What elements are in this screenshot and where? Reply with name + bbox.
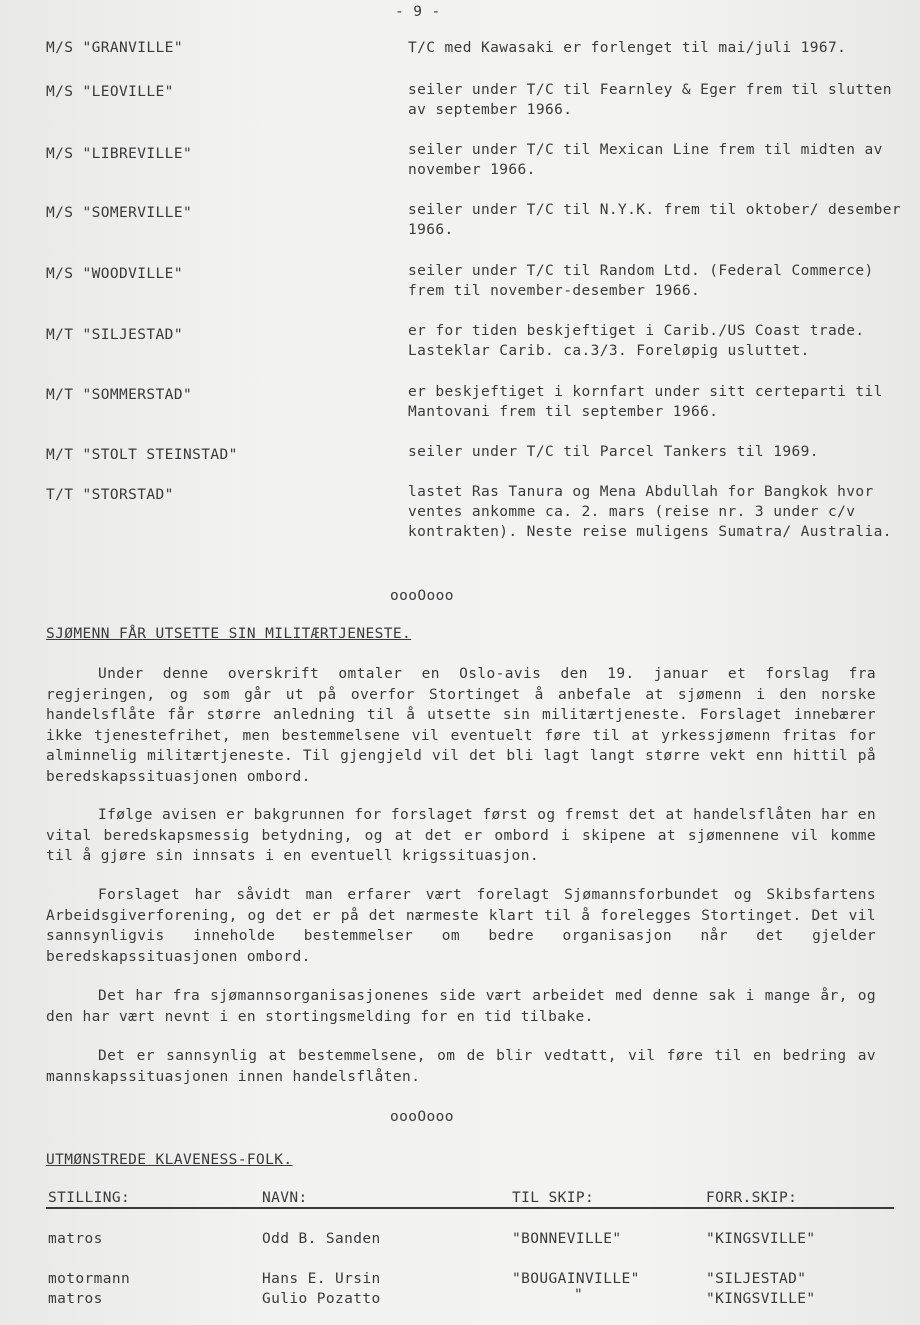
section-separator: oooOooo	[390, 588, 454, 604]
table-cell-position: matros	[48, 1231, 103, 1247]
ship-name: M/S "GRANVILLE"	[46, 40, 183, 56]
table-cell-prev-ship: "KINGSVILLE"	[706, 1231, 816, 1247]
table-cell-to-ship: "BOUGAINVILLE"	[512, 1271, 640, 1287]
table-cell-name: Gulio Pozatto	[262, 1291, 381, 1307]
ship-status: seiler under T/C til Mexican Line frem til midten av november 1966.	[408, 142, 883, 178]
table-cell-position: motormann	[48, 1271, 131, 1287]
article-heading: SJØMENN FÅR UTSETTE SIN MILITÆRTJENESTE.	[46, 626, 412, 642]
ship-status: er for tiden beskjeftiget i Carib./US Coast trade. Lasteklar Carib. ca.3/3. Foreløpig usluttet.	[408, 323, 865, 359]
ship-name: M/T "SOMMERSTAD"	[46, 387, 193, 403]
table-cell-to-ship: "	[574, 1287, 584, 1303]
ship-status: er beskjeftiget i kornfart under sitt certeparti til Mantovani frem til september 1966.	[408, 384, 883, 420]
article-paragraph: Under denne overskrift omtaler en Oslo-avis den 19. januar et forslag fra regjeringen, og som går ut på overfor Stortinget å anbefale at sjømenn i den norske handelsflåte får større anledning til å utsette sin militærtjeneste. Forslaget innebærer ikke tjenestefrihet, men bestemmelsene vil eventuelt føre til at yrkessjømenn fritas for alminnelig militærtjeneste. Til gjengjeld vil det bli lagt langt større vekt enn hittil på beredskapssituasjonen ombord.	[46, 666, 876, 785]
ship-name: M/S "LEOVILLE"	[46, 84, 174, 100]
ship-status: seiler under T/C til Fearnley & Eger frem til slutten av september 1966.	[408, 82, 892, 118]
article-paragraph: Det har fra sjømannsorganisasjonenes side vært arbeidet med denne sak i mange år, og den har vært nevnt i en stortingsmelding for en tid tilbake.	[46, 988, 876, 1025]
section-separator: oooOooo	[390, 1109, 454, 1125]
ship-name: M/S "LIBREVILLE"	[46, 146, 193, 162]
ship-name: M/S "SOMERVILLE"	[46, 205, 193, 221]
table-cell-name: Hans E. Ursin	[262, 1271, 381, 1287]
table-header-rule	[46, 1207, 894, 1209]
ship-name: M/T "STOLT STEINSTAD"	[46, 447, 238, 463]
table-cell-name: Odd B. Sanden	[262, 1231, 381, 1247]
article-paragraph: Forslaget har såvidt man erfarer vært forelagt Sjømannsforbundet og Skibsfartens Arbeidsgiverforening, og det er på det nærmeste klart til å forelegges Stortinget. Det vil sannsynligvis inneholde bestemmelser om bedre organisasjon når det gjelder beredskapssituasjonen ombord.	[46, 887, 876, 965]
ship-name: T/T "STORSTAD"	[46, 487, 174, 503]
article-paragraph: Ifølge avisen er bakgrunnen for forslaget først og fremst det at handelsflåten har en vital beredskapsmessig betydning, og at det er ombord i skipene at sjømennene vil komme til å gjøre sin innsats i en eventuell krigssituasjon.	[46, 807, 876, 864]
ship-status: seiler under T/C til Random Ltd. (Federal Commerce) frem til november-desember 1966.	[408, 263, 874, 299]
column-header-position: STILLING:	[48, 1190, 131, 1206]
table-cell-to-ship: "BONNEVILLE"	[512, 1231, 622, 1247]
ship-status: T/C med Kawasaki er forlenget til mai/juli 1967.	[408, 40, 847, 56]
column-header-prev-ship: FORR.SKIP:	[706, 1190, 798, 1206]
table-cell-prev-ship: "SILJESTAD"	[706, 1271, 807, 1287]
article-paragraph: Det er sannsynlig at bestemmelsene, om de blir vedtatt, vil føre til en bedring av mannskapssituasjonen innen handelsflåten.	[46, 1048, 876, 1085]
staff-heading: UTMØNSTREDE KLAVENESS-FOLK.	[46, 1152, 293, 1168]
column-header-name: NAVN:	[262, 1190, 308, 1206]
ship-name: M/S "WOODVILLE"	[46, 266, 183, 282]
page-number: - 9 -	[395, 4, 441, 20]
ship-status: lastet Ras Tanura og Mena Abdullah for Bangkok hvor ventes ankomme ca. 2. mars (reise nr. 3 under c/v kontrakten). Neste reise muligens Sumatra/ Australia.	[408, 484, 892, 540]
ship-status: seiler under T/C til Parcel Tankers til 1969.	[408, 444, 819, 460]
column-header-to-ship: TIL SKIP:	[512, 1190, 595, 1206]
table-cell-position: matros	[48, 1291, 103, 1307]
ship-status: seiler under T/C til N.Y.K. frem til oktober/ desember 1966.	[408, 202, 902, 238]
table-cell-prev-ship: "KINGSVILLE"	[706, 1291, 816, 1307]
ship-name: M/T "SILJESTAD"	[46, 327, 183, 343]
